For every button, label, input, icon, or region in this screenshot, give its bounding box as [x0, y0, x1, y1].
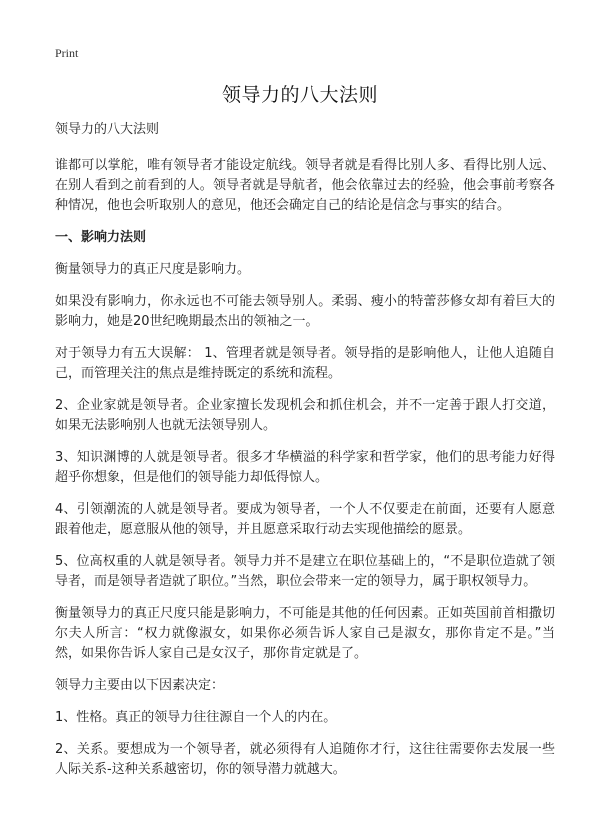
intro-paragraph: 谁都可以掌舵，唯有领导者才能设定航线。领导者就是看得比别人多、看得比别人远、在别人看到之前看到的人。领导者就是导航者，他会依靠过去的经验，他会事前考察各种情况，他也会听取别人的意见，他还会确定自己的结论是信念与事实的结合。: [55, 158, 555, 213]
paragraph: 2、关系。要想成为一个领导者，就必须得有人追随你才行，这往往需要你去发展一些人际关系-这种关系越密切，你的领导潜力就越大。: [55, 742, 555, 777]
article-body: [55, 120, 555, 792]
paragraph: 如果没有影响力，你永远也不可能去领导别人。柔弱、瘦小的特蕾莎修女却有着巨大的影响力，她是20世纪晚期最杰出的领袖之一。: [55, 294, 555, 329]
paragraph: 衡量领导力的真正尺度是影响力。: [55, 262, 251, 277]
paragraph: 1、性格。真正的领导力往往源自一个人的内在。: [55, 710, 337, 725]
paragraph: 4、引领潮流的人就是领导者。要成为领导者，一个人不仅要走在前面，还要有人愿意跟着他走，愿意服从他的领导，并且愿意采取行动去实现他描绘的愿景。: [55, 502, 555, 537]
paragraph: 领导力主要由以下因素决定：: [55, 678, 225, 693]
page-title: 领导力的八大法则: [221, 84, 378, 106]
paragraph: 衡量领导力的真正尺度只能是影响力，不可能是其他的任何因素。正如英国前首相撒切尔夫人所言：“权力就像淑女，如果你必须告诉人家自己是淑女，那你肯定不是。”当然，如果你告诉人家自己是女汉子，那你肯定就是了。: [55, 606, 555, 661]
paragraph: 2、企业家就是领导者。企业家擅长发现机会和抓住机会，并不一定善于跟人打交道，如果无法影响别人也就无法领导别人。: [55, 398, 555, 433]
paragraph: 3、知识渊博的人就是领导者。很多才华横溢的科学家和哲学家，他们的思考能力好得超乎你想象，但是他们的领导能力却低得惊人。: [55, 450, 555, 485]
paragraph: 对于领导力有五大误解： 1、管理者就是领导者。领导指的是影响他人，让他人追随自己，而管理关注的焦点是维持既定的系统和流程。: [55, 346, 555, 381]
print-link[interactable]: Print: [55, 46, 79, 60]
section-heading-influence: 一、影响力法则: [55, 230, 147, 245]
article-subtitle: 领导力的八大法则: [55, 122, 160, 137]
paragraph: 5、位高权重的人就是领导者。领导力并不是建立在职位基础上的，“不是职位造就了领导者，而是领导者造就了职位。”当然，职位会带来一定的领导力，属于职权领导力。: [55, 554, 555, 589]
